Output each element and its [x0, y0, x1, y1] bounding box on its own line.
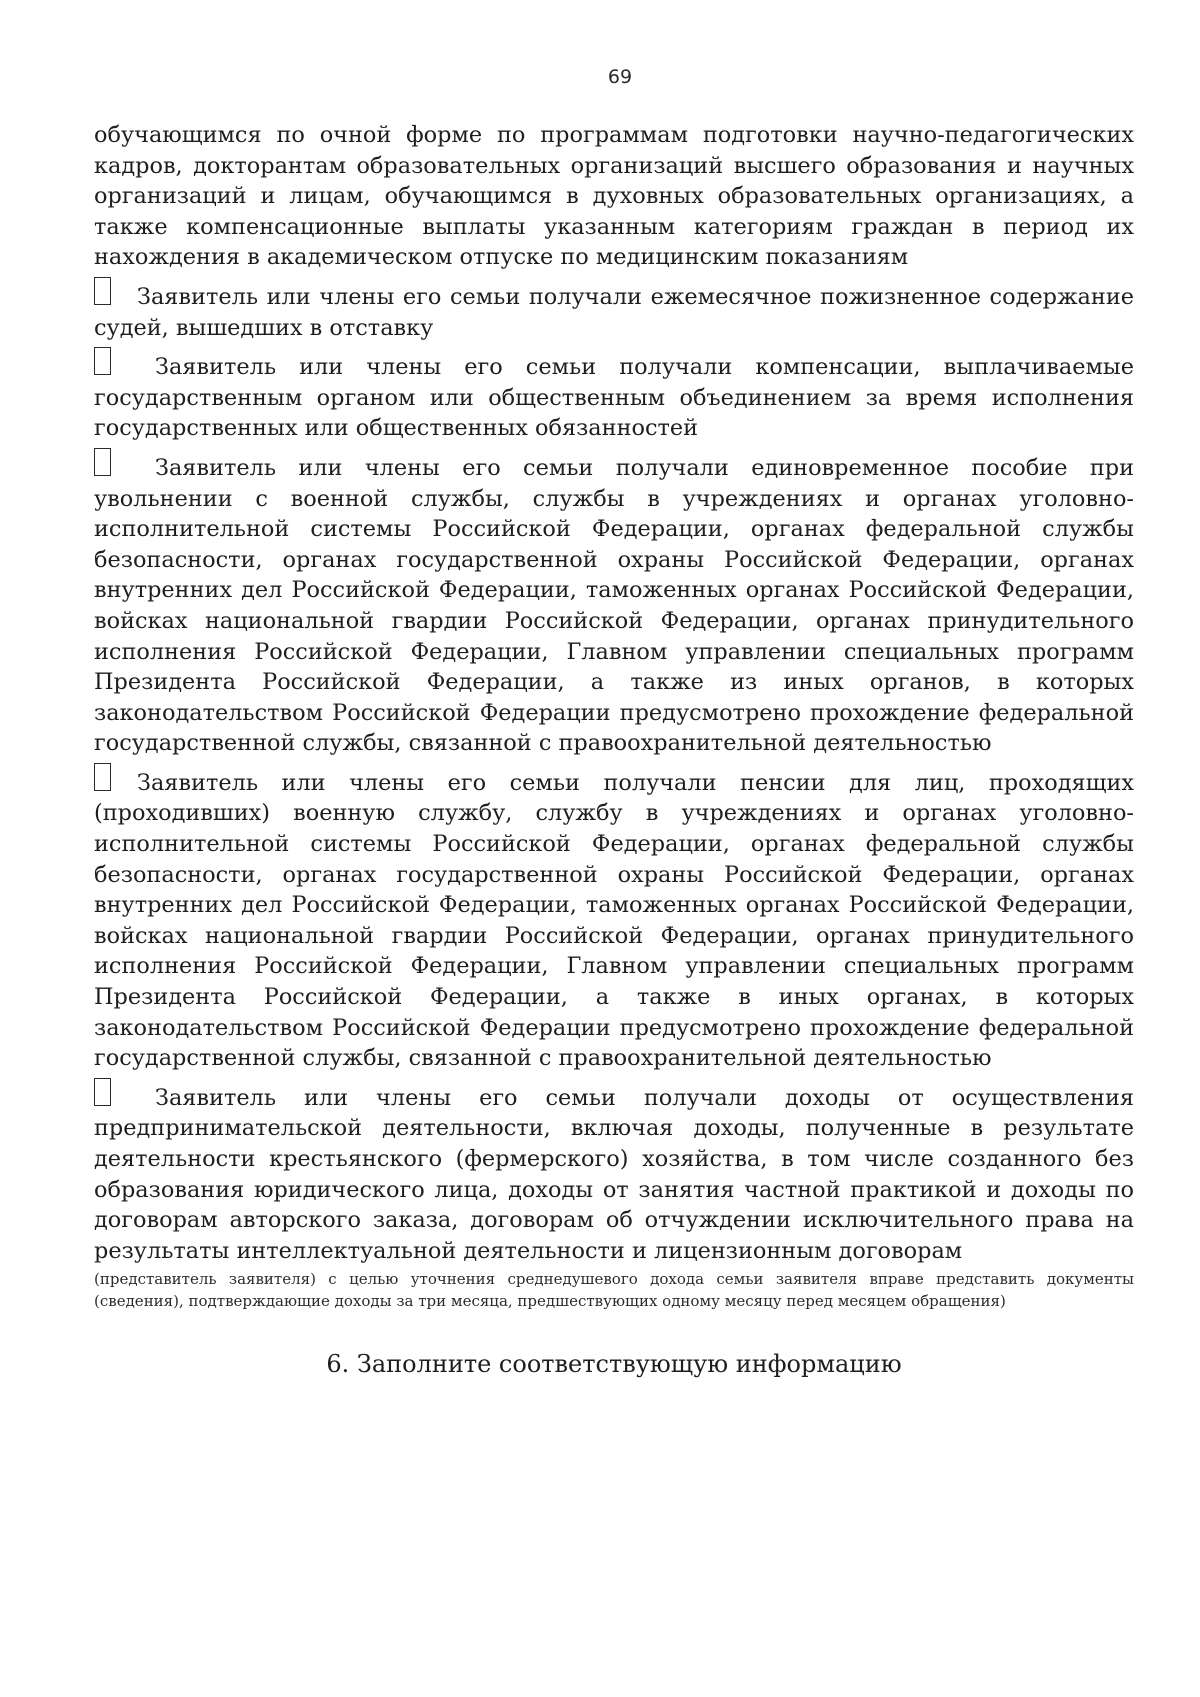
page-number: 69: [607, 66, 633, 88]
option-dismissal-allowance-text: Заявитель или члены его семьи получали единовременное пособие при увольнении с военной службы, службы в учреждениях и органах уголовно-исполнительной системы Российской Федерации, органах федеральной службы безопасности, органах государственной охраны Российской Федерации, органах внутренних дел Российской Федерации, таможенных органах Российской Федерации, войсках национальной гвардии Российской Федерации, органах принудительного исполнения Российской Федерации, Главном управлении специальных программ Президента Российской Федерации, а также из иных органов, в которых законодательством Российской Федерации предусмотрено прохождение федеральной государственной службы, связанной с правоохранительной деятельностью: [94, 454, 1134, 757]
section-title: 6. Заполните соответствующую информацию: [326, 1350, 902, 1379]
option-business-income-text: Заявитель или члены его семьи получали доходы от осуществления предпринимательской деятельности, включая доходы, полученные в результате деятельности крестьянского (фермерского) хозяйства, в том числе созданного без образования юридического лица, доходы от занятия частной практикой и доходы по договорам авторского заказа, договорам об отчуждении исключительного права на результаты интеллектуальной деятельности и лицензионным договорам: [94, 1084, 1134, 1264]
checkbox-state-duties-compensation[interactable]: [94, 347, 111, 375]
option-business-income: [94, 1078, 1134, 1267]
option-service-pensions-text: Заявитель или члены его семьи получали пенсии для лиц, проходящих (проходивших) военную службу, службу в учреждениях и органах уголовно-исполнительной системы Российской Федерации, органах федеральной службы безопасности, органах государственной охраны Российской Федерации, органах внутренних дел Российской Федерации, таможенных органах Российской Федерации, войсках национальной гвардии Российской Федерации, органах принудительного исполнения Российской Федерации, Главном управлении специальных программ Президента Российской Федерации, а также в иных органах, в которых законодательством Российской Федерации предусмотрено прохождение федеральной государственной службы, связанной с правоохранительной деятельностью: [94, 769, 1134, 1072]
option-retired-judges-text: Заявитель или члены его семьи получали ежемесячное пожизненное содержание судей, вышедших в отставку: [94, 283, 1134, 341]
document-content: [94, 120, 1134, 1378]
checkbox-service-pensions[interactable]: [94, 763, 111, 791]
option-state-duties-compensation: [94, 347, 1134, 444]
checkbox-retired-judges[interactable]: [94, 277, 111, 305]
option-service-pensions: [94, 763, 1134, 1074]
option-retired-judges: [94, 277, 1134, 343]
footnote: (представитель заявителя) с целью уточнения среднедушевого дохода семьи заявителя вправе представить документы (сведения), подтверждающие доходы за три месяца, предшествующих одному месяцу перед месяцем обращения): [94, 1270, 1134, 1311]
option-dismissal-allowance: [94, 448, 1134, 759]
option-state-duties-compensation-text: Заявитель или члены его семьи получали компенсации, выплачиваемые государственным органом или общественным объединением за время исполнения государственных или общественных обязанностей: [94, 354, 1134, 442]
checkbox-dismissal-allowance[interactable]: [94, 448, 111, 476]
checkbox-business-income[interactable]: [94, 1078, 111, 1106]
intro-paragraph: обучающимся по очной форме по программам подготовки научно-педагогических кадров, докторантам образовательных организаций высшего образования и научных организаций и лицам, обучающимся в духовных образовательных организациях, а также компенсационные выплаты указанным категориям граждан в период их нахождения в академическом отпуске по медицинским показаниям: [94, 122, 1134, 271]
